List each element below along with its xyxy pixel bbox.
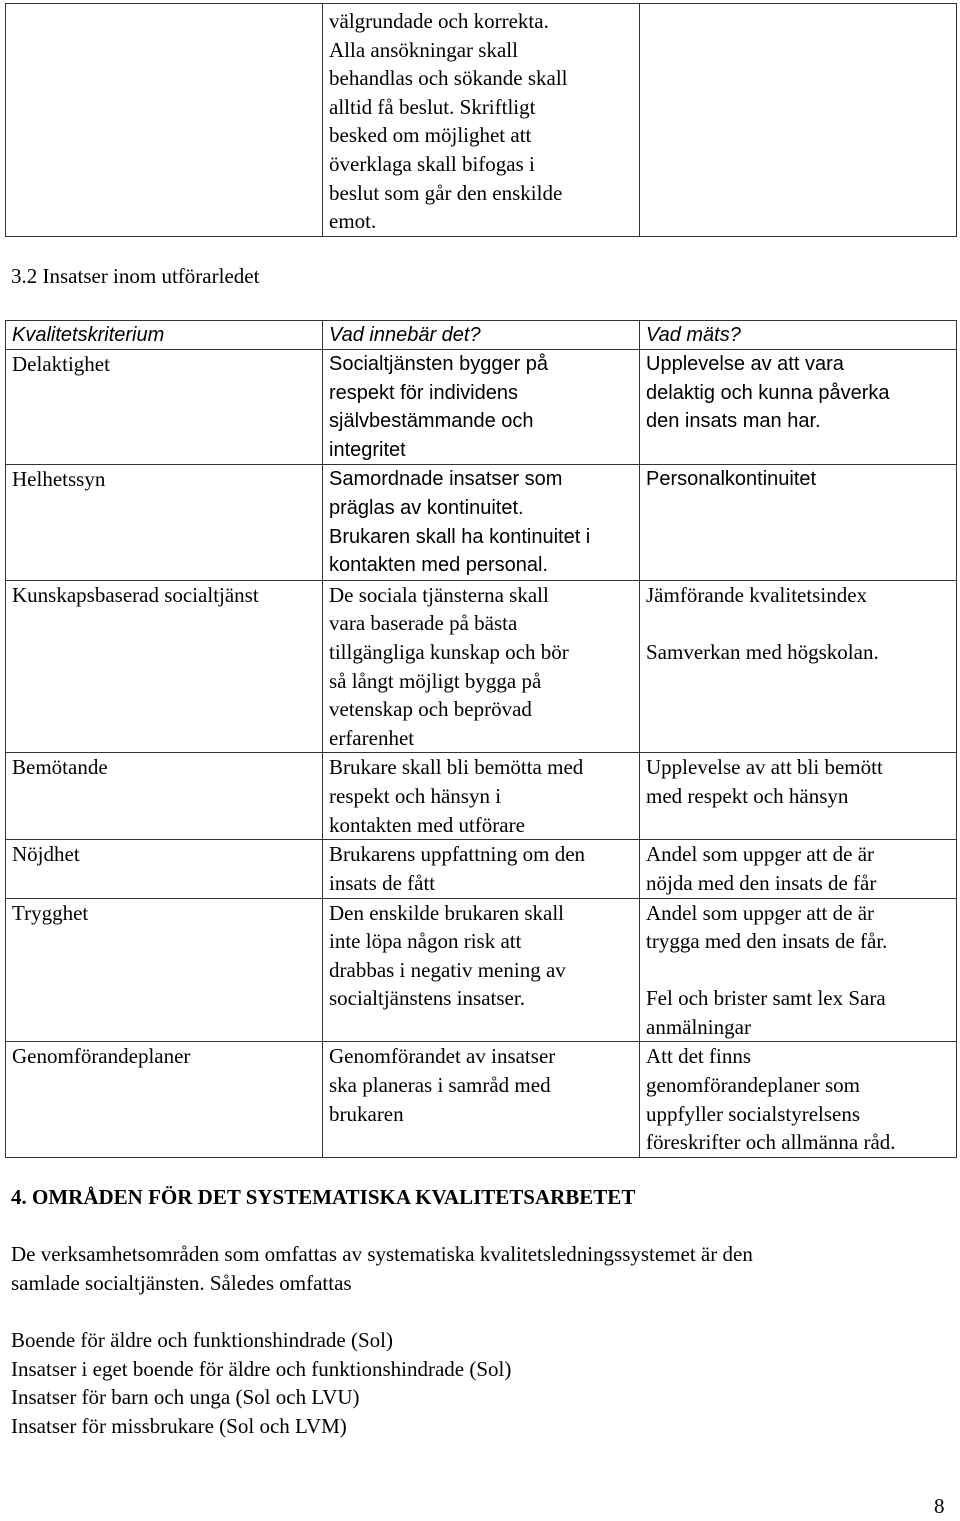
text-line: beslut som går den enskilde (329, 180, 563, 205)
meaning-cell: Brukarens uppfattning om den insats de fått (323, 840, 640, 898)
text-line: välgrundade och korrekta. (329, 9, 549, 33)
meaning-cell: Samordnade insatser som präglas av kontinuitet. Brukaren skall ha kontinuitet i kontakten med personal. (323, 465, 640, 580)
measure-cell: Personalkontinuitet (640, 465, 957, 580)
empty-cell (640, 4, 957, 237)
continued-text-cell (323, 4, 640, 237)
criterion-cell: Helhetssyn (6, 465, 323, 580)
table-row (6, 898, 957, 1042)
spacer (646, 609, 950, 638)
list-item: Insatser i eget boende för äldre och funktionshindrade (Sol) (11, 1356, 512, 1381)
criterion-cell: Bemötande (6, 753, 323, 840)
table-row (6, 840, 957, 898)
measure-cell: Andel som uppger att de är nöjda med den insats de får (640, 840, 957, 898)
meaning-cell: De sociala tjänsterna skall vara baserade på bästa tillgängliga kunskap och bör så långt möjligt bygga på vetenskap och beprövad erfarenhet (323, 580, 640, 753)
section-heading-4: 4. OMRÅDEN FÖR DET SYSTEMATISKA KVALITETSARBETET (11, 1185, 636, 1209)
text-line: överklaga skall bifogas i (329, 151, 535, 176)
measure-cell: Att det finns genomförandeplaner som uppfyller socialstyrelsens föreskrifter och allmänna råd. (640, 1042, 957, 1157)
table-row (6, 753, 957, 840)
criterion-cell: Kunskapsbaserad socialtjänst (6, 580, 323, 753)
text-line: behandlas och sökande skall (329, 66, 568, 91)
intro-paragraph (11, 1240, 951, 1297)
section-heading-3-2: 3.2 Insatser inom utförarledet (11, 264, 260, 288)
header-meaning: Vad innebär det? (323, 321, 640, 350)
spacer (646, 956, 950, 985)
meaning-cell: Socialtjänsten bygger på respekt för individens självbestämmande och integritet (323, 350, 640, 465)
header-measure: Vad mäts? (640, 321, 957, 350)
text-line: besked om möjlighet att (329, 123, 532, 148)
header-criterion: Kvalitetskriterium (6, 321, 323, 350)
page-number: 8 (934, 1494, 945, 1518)
empty-cell (6, 4, 323, 237)
list-item: Boende för äldre och funktionshindrade (Sol) (11, 1328, 393, 1352)
list-item: Insatser för barn och unga (Sol och LVU) (11, 1385, 360, 1410)
text-line: samlade socialtjänsten. Således omfattas (11, 1270, 352, 1295)
meaning-cell: Den enskilde brukaren skall inte löpa någon risk att drabbas i negativ mening av socialtjänstens insatser. (323, 898, 640, 1042)
criterion-cell: Genomförandeplaner (6, 1042, 323, 1157)
criterion-cell: Nöjdhet (6, 840, 323, 898)
text-line: emot. (329, 209, 377, 234)
criterion-cell: Delaktighet (6, 350, 323, 465)
criterion-cell: Trygghet (6, 898, 323, 1042)
text-line: alltid få beslut. Skriftligt (329, 94, 536, 119)
measure-cell: Jämförande kvalitetsindex Samverkan med högskolan. (640, 580, 957, 753)
table-row (6, 350, 957, 465)
table-row (6, 465, 957, 580)
meaning-cell: Genomförandet av insatser ska planeras i samråd med brukaren (323, 1042, 640, 1157)
list-item: Insatser för missbrukare (Sol och LVM) (11, 1413, 347, 1438)
table-row (6, 1042, 957, 1157)
table-row (6, 580, 957, 753)
text-line: Alla ansökningar skall (329, 37, 518, 62)
quality-criteria-table (5, 320, 957, 1158)
measure-cell: Andel som uppger att de är trygga med den insats de får. Fel och brister samt lex Sara anmälningar (640, 898, 957, 1042)
continued-table (5, 3, 957, 237)
meaning-cell: Brukare skall bli bemötta med respekt och hänsyn i kontakten med utförare (323, 753, 640, 840)
measure-cell: Upplevelse av att vara delaktig och kunna påverka den insats man har. (640, 350, 957, 465)
measure-cell: Upplevelse av att bli bemött med respekt och hänsyn (640, 753, 957, 840)
text-line: De verksamhetsområden som omfattas av systematiska kvalitetsledningssystemet är den (11, 1242, 753, 1266)
area-list (11, 1326, 511, 1440)
